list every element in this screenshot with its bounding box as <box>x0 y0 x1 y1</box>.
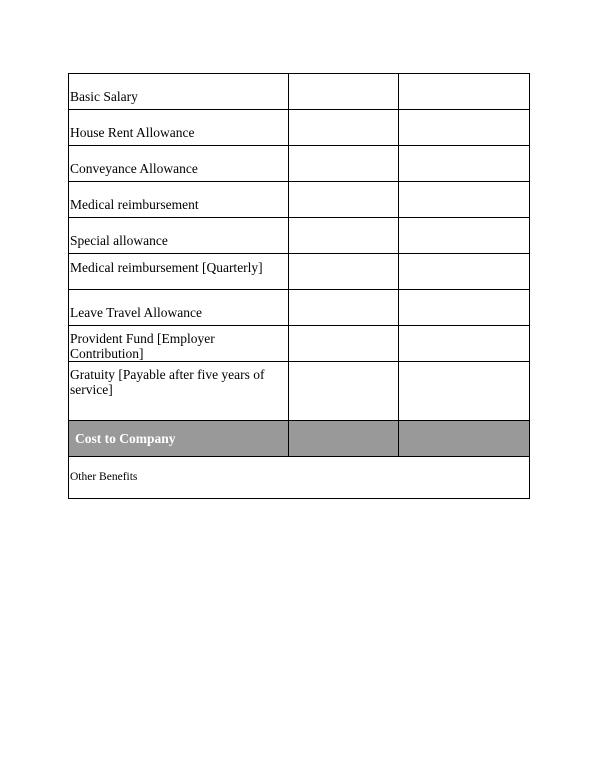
component-label-provident-fund: Provident Fund [Employer Contribution] <box>69 326 289 362</box>
value-cell <box>288 218 398 254</box>
value-cell <box>288 110 398 146</box>
table-row <box>69 362 530 421</box>
component-label-basic-salary: Basic Salary <box>69 74 289 110</box>
value-cell <box>288 146 398 182</box>
value-cell <box>398 110 529 146</box>
value-cell <box>288 362 398 421</box>
component-label-hra: House Rent Allowance <box>69 110 289 146</box>
table-row <box>69 254 530 290</box>
value-cell <box>398 74 529 110</box>
component-label-gratuity: Gratuity [Payable after five years of service] <box>69 362 289 421</box>
value-cell <box>398 421 529 457</box>
cost-to-company-label: Cost to Company <box>69 421 289 457</box>
table-row <box>69 74 530 110</box>
value-cell <box>398 218 529 254</box>
cost-to-company-row <box>69 421 530 457</box>
value-cell <box>288 326 398 362</box>
value-cell <box>288 421 398 457</box>
table-row <box>69 182 530 218</box>
other-benefits-row <box>69 457 530 499</box>
value-cell <box>398 254 529 290</box>
table-row <box>69 326 530 362</box>
component-label-conveyance: Conveyance Allowance <box>69 146 289 182</box>
value-cell <box>398 326 529 362</box>
value-cell <box>398 146 529 182</box>
table-row <box>69 218 530 254</box>
table-row <box>69 110 530 146</box>
value-cell <box>398 182 529 218</box>
component-label-special: Special allowance <box>69 218 289 254</box>
value-cell <box>398 290 529 326</box>
value-cell <box>288 74 398 110</box>
other-benefits-label: Other Benefits <box>69 457 530 499</box>
table-row <box>69 146 530 182</box>
component-label-lta: Leave Travel Allowance <box>69 290 289 326</box>
component-label-medical: Medical reimbursement <box>69 182 289 218</box>
value-cell <box>398 362 529 421</box>
value-cell <box>288 182 398 218</box>
salary-breakup-table <box>68 73 530 499</box>
component-label-medical-quarterly: Medical reimbursement [Quarterly] <box>69 254 289 290</box>
table-row <box>69 290 530 326</box>
value-cell <box>288 254 398 290</box>
value-cell <box>288 290 398 326</box>
